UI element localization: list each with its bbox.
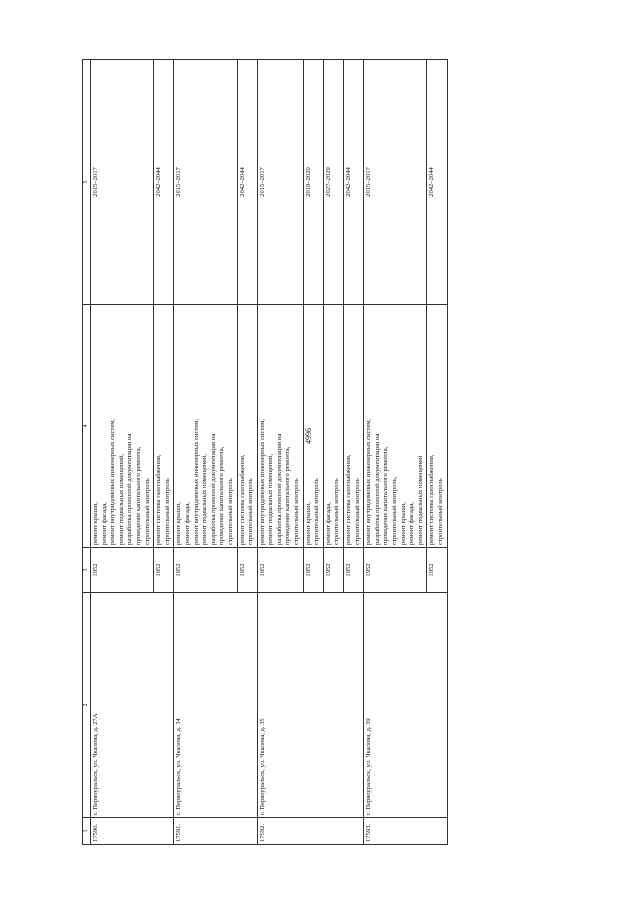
column-number: 1 [83, 818, 91, 845]
works-cell: ремонт системы газоснабжения, строительный контроль [427, 305, 447, 548]
row-number-cell: 17592. [257, 818, 364, 845]
row-number-cell: 17591. [174, 818, 257, 845]
works-cell: ремонт фасада, строительный контроль [323, 305, 343, 548]
year-cell: 1952 [91, 548, 154, 593]
row-number-cell: 17593. [364, 818, 447, 845]
period-cell: 2042–2044 [237, 60, 257, 305]
table-row [174, 60, 237, 845]
works-cell: ремонт внутридомовых инженерных систем, ремонт подвальных помещений, разработка проектной документации на проведение капитального ремонта, строительный контроль [257, 305, 303, 548]
table-row [364, 60, 427, 845]
address-cell: г. Первоуральск, ул. Чкалова, д. 35 [257, 593, 364, 818]
period-cell: 2015–2017 [364, 60, 427, 305]
works-cell: ремонт внутридомовых инженерных систем, разработка проектной документации на проведение капитального ремонта, строительный контроль, ремонт крыши, ремонт фасада, ремонт подвальных помещений [364, 305, 427, 548]
period-cell: 2015–2017 [91, 60, 154, 305]
period-cell: 2042–2044 [344, 60, 364, 305]
column-number: 4 [83, 305, 91, 548]
period-cell: 2042–2044 [154, 60, 174, 305]
works-cell: ремонт системы газоснабжения, строительный контроль [237, 305, 257, 548]
repair-schedule-table [82, 59, 448, 845]
period-cell: 2015–2017 [174, 60, 237, 305]
works-cell: ремонт системы газоснабжения, строительный контроль [154, 305, 174, 548]
works-cell: ремонт крыши, строительный контроль [303, 305, 323, 548]
page-number: 4996 [304, 428, 313, 444]
address-cell: г. Первоуральск, ул. Чкалова, д. 27А [91, 593, 174, 818]
address-cell: г. Первоуральск, ул. Чкалова, д. 34 [174, 593, 257, 818]
period-cell: 2015–2017 [257, 60, 303, 305]
year-cell: 1952 [427, 548, 447, 593]
year-cell: 1952 [237, 548, 257, 593]
row-number-cell: 17590. [91, 818, 174, 845]
works-cell: ремонт крыши, ремонт фасада, ремонт внутридомовых инженерных систем, ремонт подвальных помещений, разработка проектной документации на проведение капитального ремонта, строительный контроль [91, 305, 154, 548]
year-cell: 1952 [364, 548, 427, 593]
period-cell: 2027–2029 [323, 60, 343, 305]
works-cell: ремонт крыши, ремонт фасада, ремонт внутридомовых инженерных систем, ремонт подвальных помещений, разработка проектной документации на проведение капитального ремонта, строительный контроль [174, 305, 237, 548]
table-row [91, 60, 154, 845]
column-number: 5 [83, 60, 91, 305]
column-number-row [83, 60, 91, 845]
rotated-page [82, 85, 580, 845]
works-cell: ремонт системы газоснабжения, строительный контроль [344, 305, 364, 548]
year-cell: 1952 [323, 548, 343, 593]
year-cell: 1952 [174, 548, 237, 593]
column-number: 2 [83, 593, 91, 818]
column-number: 3 [83, 548, 91, 593]
year-cell: 1952 [344, 548, 364, 593]
year-cell: 1952 [154, 548, 174, 593]
table-row [257, 60, 303, 845]
period-cell: 2018–2020 [303, 60, 323, 305]
address-cell: г. Первоуральск, ул. Чкалова, д. 39 [364, 593, 447, 818]
year-cell: 1952 [257, 548, 303, 593]
period-cell: 2042–2044 [427, 60, 447, 305]
year-cell: 1952 [303, 548, 323, 593]
